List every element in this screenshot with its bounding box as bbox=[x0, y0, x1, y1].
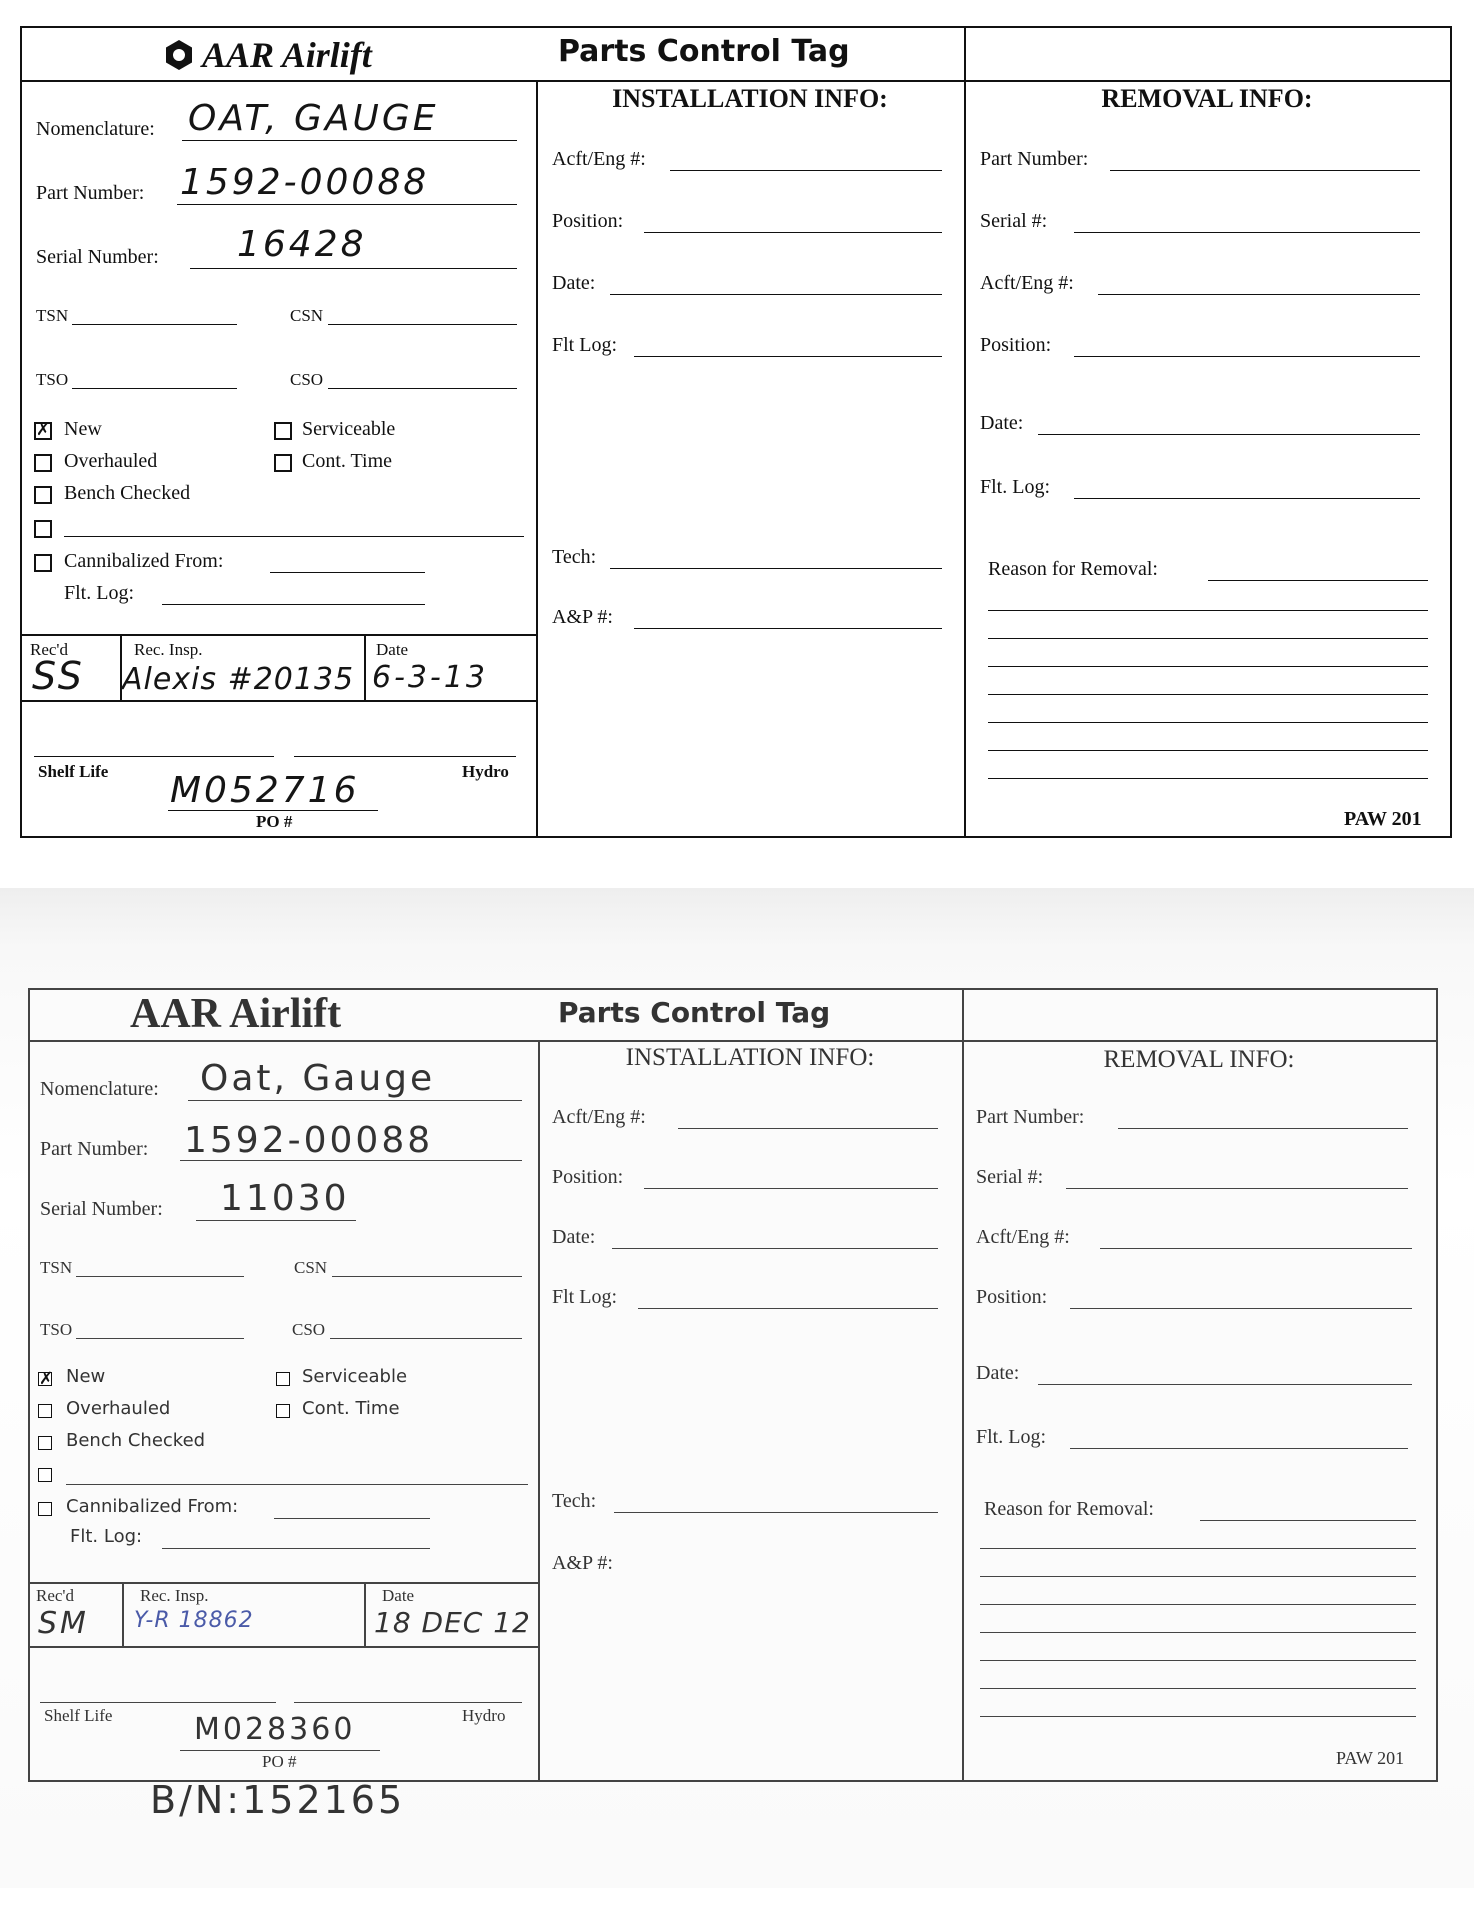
tso-line bbox=[76, 1338, 244, 1339]
rem-date-label: Date: bbox=[976, 1362, 1020, 1384]
date-label: Date bbox=[382, 1586, 415, 1605]
cont-time-checkbox[interactable] bbox=[274, 454, 292, 472]
serial-number-value: 16428 bbox=[237, 224, 367, 265]
receiving-divider bbox=[122, 1582, 124, 1646]
divider bbox=[964, 28, 966, 836]
recd-label: Rec'd bbox=[36, 1586, 74, 1605]
divider bbox=[536, 80, 538, 836]
inst-tech-label: Tech: bbox=[552, 1490, 597, 1512]
rem-reason-line bbox=[980, 1716, 1416, 1717]
inst-fltlog-line bbox=[638, 1308, 938, 1309]
serviceable-checkbox[interactable] bbox=[276, 1372, 290, 1386]
inst-position-line bbox=[644, 232, 942, 233]
bench-checked-label: Bench Checked bbox=[64, 482, 191, 504]
inst-fltlog-label: Flt Log: bbox=[552, 1286, 618, 1308]
cannibalized-checkbox[interactable] bbox=[34, 554, 52, 572]
removal-header: REMOVAL INFO: bbox=[1103, 1046, 1295, 1073]
tsn-label: TSN bbox=[36, 306, 69, 325]
new-label: New bbox=[66, 1366, 106, 1387]
other-checkbox[interactable] bbox=[34, 520, 52, 538]
tso-label: TSO bbox=[36, 370, 69, 389]
date-value: 6-3-13 bbox=[372, 660, 488, 695]
csn-label: CSN bbox=[290, 306, 324, 325]
nomenclature-label: Nomenclature: bbox=[40, 1078, 159, 1100]
rem-reason-line bbox=[980, 1632, 1416, 1633]
rem-reason-line bbox=[988, 750, 1428, 751]
cso-line bbox=[330, 1338, 522, 1339]
inst-acft-label: Acft/Eng #: bbox=[552, 148, 646, 170]
flt-log-line bbox=[162, 604, 425, 605]
part-number-label: Part Number: bbox=[40, 1138, 149, 1160]
inst-tech-line bbox=[614, 1512, 938, 1513]
rem-position-label: Position: bbox=[976, 1286, 1048, 1308]
inst-date-line bbox=[612, 1248, 938, 1249]
serviceable-label: Serviceable bbox=[302, 418, 396, 440]
inst-ap-line bbox=[634, 628, 942, 629]
tsn-line bbox=[76, 1276, 244, 1277]
cannibalized-line bbox=[270, 572, 425, 573]
rem-fltlog-line bbox=[1074, 498, 1420, 499]
flt-log-label: Flt. Log: bbox=[70, 1526, 143, 1547]
rem-part-label: Part Number: bbox=[980, 148, 1089, 170]
shelf-life-label: Shelf Life bbox=[44, 1706, 113, 1725]
rem-reason-line bbox=[988, 722, 1428, 723]
part-number-label: Part Number: bbox=[36, 182, 145, 204]
shelf-life-label: Shelf Life bbox=[38, 762, 109, 781]
nomenclature-label: Nomenclature: bbox=[36, 118, 155, 140]
inst-fltlog-line bbox=[634, 356, 942, 357]
tso-label: TSO bbox=[40, 1320, 73, 1339]
csn-line bbox=[332, 1276, 522, 1277]
overhauled-label: Overhauled bbox=[64, 450, 158, 472]
csn-label: CSN bbox=[294, 1258, 328, 1277]
inst-acft-line bbox=[670, 170, 942, 171]
hydro-label: Hydro bbox=[462, 762, 509, 781]
hydro-label: Hydro bbox=[462, 1706, 506, 1725]
inst-date-line bbox=[610, 294, 942, 295]
aar-logo-icon bbox=[162, 38, 196, 72]
new-label: New bbox=[64, 418, 102, 440]
inst-date-label: Date: bbox=[552, 272, 596, 294]
brand-name: AAR Airlift bbox=[130, 991, 342, 1037]
serviceable-label: Serviceable bbox=[302, 1366, 408, 1387]
form-code: PAW 201 bbox=[1336, 1748, 1405, 1768]
rem-acft-label: Acft/Eng #: bbox=[976, 1226, 1070, 1248]
tso-line bbox=[72, 388, 237, 389]
divider bbox=[962, 990, 964, 1780]
rem-position-label: Position: bbox=[980, 334, 1052, 356]
inst-position-label: Position: bbox=[552, 1166, 624, 1188]
cont-time-checkbox[interactable] bbox=[276, 1404, 290, 1418]
new-checkbox[interactable]: ✗ bbox=[39, 1369, 54, 1389]
tag-title: Parts Control Tag bbox=[558, 34, 850, 69]
po-label: PO # bbox=[262, 1752, 297, 1771]
rem-fltlog-label: Flt. Log: bbox=[976, 1426, 1047, 1448]
rem-reason-line bbox=[988, 610, 1428, 611]
date-label: Date bbox=[376, 640, 409, 659]
brand-name: AAR Airlift bbox=[202, 35, 372, 75]
parts-control-tag-2 bbox=[28, 988, 1438, 1782]
rem-reason-label: Reason for Removal: bbox=[988, 558, 1158, 580]
flt-log-line bbox=[162, 1548, 430, 1549]
nomenclature-line bbox=[188, 1100, 522, 1101]
other-line bbox=[64, 536, 524, 537]
bench-checked-checkbox[interactable] bbox=[38, 1436, 52, 1450]
overhauled-label: Overhauled bbox=[66, 1398, 171, 1419]
rem-acft-line bbox=[1098, 294, 1420, 295]
cannibalized-label: Cannibalized From: bbox=[66, 1496, 239, 1517]
serial-number-line bbox=[190, 268, 517, 269]
recd-initials: SM bbox=[38, 1606, 89, 1641]
serial-number-label: Serial Number: bbox=[40, 1198, 163, 1220]
rem-serial-line bbox=[1066, 1188, 1408, 1189]
cannibalized-label: Cannibalized From: bbox=[64, 550, 224, 572]
new-checkbox[interactable]: ✗ bbox=[36, 420, 51, 440]
po-line bbox=[180, 1750, 380, 1751]
cso-label: CSO bbox=[290, 370, 324, 389]
installation-header: INSTALLATION INFO: bbox=[625, 1044, 875, 1071]
inst-tech-line bbox=[610, 568, 942, 569]
cso-line bbox=[328, 388, 517, 389]
rem-reason-line bbox=[988, 778, 1428, 779]
rem-reason-line bbox=[980, 1660, 1416, 1661]
hydro-line bbox=[294, 756, 516, 757]
cannibalized-line bbox=[274, 1518, 430, 1519]
tag-title: Parts Control Tag bbox=[558, 996, 831, 1029]
recd-initials: SS bbox=[32, 654, 85, 698]
rem-fltlog-line bbox=[1070, 1448, 1408, 1449]
rem-serial-line bbox=[1074, 232, 1420, 233]
rem-position-line bbox=[1074, 356, 1420, 357]
rec-insp-value: Y-R 18862 bbox=[134, 1608, 254, 1633]
nomenclature-value: Oat, Gauge bbox=[200, 1058, 436, 1099]
rec-insp-label: Rec. Insp. bbox=[140, 1586, 209, 1605]
removal-header: REMOVAL INFO: bbox=[1101, 84, 1313, 113]
rem-position-line bbox=[1070, 1308, 1412, 1309]
shelf-life-line bbox=[34, 756, 274, 757]
rec-insp-value: Alexis #20135 bbox=[122, 662, 355, 697]
parts-control-tag-1 bbox=[20, 26, 1452, 838]
inst-fltlog-label: Flt Log: bbox=[552, 334, 618, 356]
rem-part-label: Part Number: bbox=[976, 1106, 1085, 1128]
overhauled-checkbox[interactable] bbox=[34, 454, 52, 472]
rem-reason-line bbox=[1200, 1520, 1416, 1521]
rem-acft-label: Acft/Eng #: bbox=[980, 272, 1074, 294]
serial-number-line bbox=[196, 1220, 356, 1221]
rem-reason-line bbox=[980, 1604, 1416, 1605]
other-line bbox=[66, 1484, 528, 1485]
part-number-value: 1592-00088 bbox=[184, 1120, 434, 1161]
inst-date-label: Date: bbox=[552, 1226, 596, 1248]
rem-reason-line bbox=[988, 666, 1428, 667]
shelf-life-line bbox=[40, 1702, 276, 1703]
po-line bbox=[168, 810, 378, 811]
receiving-top bbox=[30, 1582, 538, 1584]
bn-note: B/N:152165 bbox=[150, 1778, 406, 1822]
po-label: PO # bbox=[256, 812, 293, 831]
tsn-line bbox=[72, 324, 237, 325]
brand-logo bbox=[162, 34, 372, 76]
date-value: 18 DEC 12 bbox=[374, 1606, 531, 1639]
rem-part-line bbox=[1110, 170, 1420, 171]
tsn-label: TSN bbox=[40, 1258, 73, 1277]
receiving-divider bbox=[364, 634, 366, 700]
receiving-top bbox=[22, 634, 536, 636]
cont-time-label: Cont. Time bbox=[302, 450, 393, 472]
rem-fltlog-label: Flt. Log: bbox=[980, 476, 1051, 498]
receiving-bottom bbox=[30, 1646, 538, 1648]
overhauled-checkbox[interactable] bbox=[38, 1404, 52, 1418]
installation-header: INSTALLATION INFO: bbox=[612, 84, 888, 113]
rem-date-line bbox=[1038, 434, 1420, 435]
nomenclature-value: OAT, GAUGE bbox=[188, 98, 439, 139]
rem-part-line bbox=[1118, 1128, 1408, 1129]
serial-number-label: Serial Number: bbox=[36, 246, 159, 268]
rem-acft-line bbox=[1100, 1248, 1412, 1249]
rem-reason-label: Reason for Removal: bbox=[984, 1498, 1154, 1520]
cont-time-label: Cont. Time bbox=[302, 1398, 400, 1419]
inst-acft-line bbox=[678, 1128, 938, 1129]
serviceable-checkbox[interactable] bbox=[274, 422, 292, 440]
inst-tech-label: Tech: bbox=[552, 546, 597, 568]
cso-label: CSO bbox=[292, 1320, 326, 1339]
receiving-divider bbox=[364, 1582, 366, 1646]
bench-checked-checkbox[interactable] bbox=[34, 486, 52, 504]
divider bbox=[538, 1040, 540, 1780]
rem-reason-line bbox=[980, 1548, 1416, 1549]
recd-label: Rec'd bbox=[30, 640, 68, 659]
inst-position-label: Position: bbox=[552, 210, 624, 232]
rem-reason-line bbox=[988, 638, 1428, 639]
cannibalized-checkbox[interactable] bbox=[38, 1502, 52, 1516]
rem-reason-line bbox=[1208, 580, 1428, 581]
other-checkbox[interactable] bbox=[38, 1468, 52, 1482]
csn-line bbox=[328, 324, 517, 325]
rem-date-label: Date: bbox=[980, 412, 1024, 434]
inst-ap-label: A&P #: bbox=[552, 606, 613, 628]
part-number-line bbox=[177, 204, 517, 205]
flt-log-label: Flt. Log: bbox=[64, 582, 135, 604]
rem-date-line bbox=[1038, 1384, 1412, 1385]
hydro-line bbox=[294, 1702, 522, 1703]
rem-reason-line bbox=[980, 1576, 1416, 1577]
po-number-value: M028360 bbox=[194, 1712, 356, 1747]
form-code: PAW 201 bbox=[1344, 808, 1422, 830]
rem-reason-line bbox=[980, 1688, 1416, 1689]
receiving-bottom bbox=[22, 700, 536, 702]
serial-number-value: 11030 bbox=[220, 1178, 350, 1219]
bench-checked-label: Bench Checked bbox=[66, 1430, 206, 1451]
inst-position-line bbox=[644, 1188, 938, 1189]
po-number-value: M052716 bbox=[170, 770, 360, 811]
inst-acft-label: Acft/Eng #: bbox=[552, 1106, 646, 1128]
rem-serial-label: Serial #: bbox=[980, 210, 1048, 232]
nomenclature-line bbox=[182, 140, 517, 141]
rec-insp-label: Rec. Insp. bbox=[134, 640, 203, 659]
rem-serial-label: Serial #: bbox=[976, 1166, 1044, 1188]
rem-reason-line bbox=[988, 694, 1428, 695]
inst-ap-label: A&P #: bbox=[552, 1552, 613, 1574]
part-number-value: 1592-00088 bbox=[180, 162, 430, 203]
